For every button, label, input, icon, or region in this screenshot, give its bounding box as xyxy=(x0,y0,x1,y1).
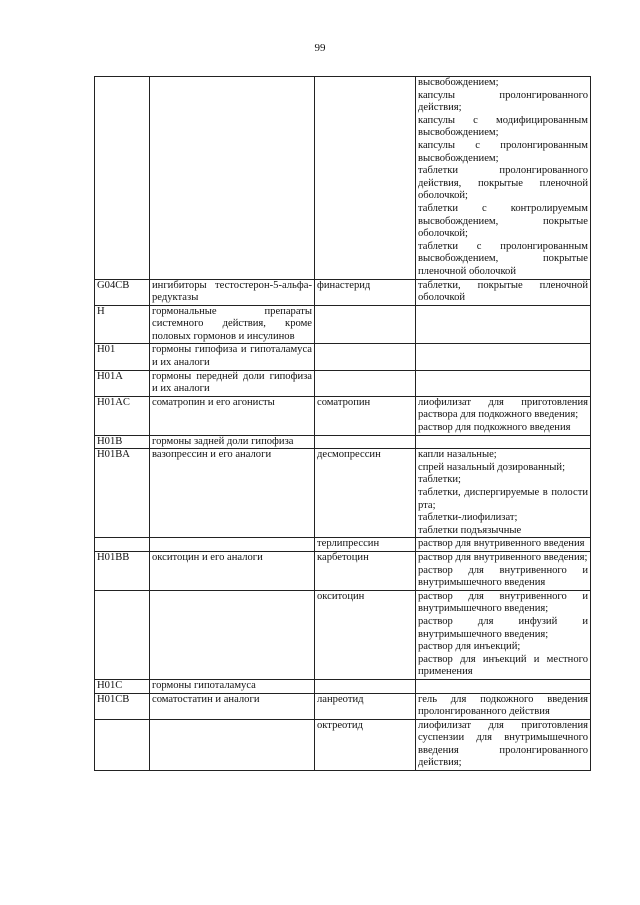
dosage-form: раствор для инъекций; xyxy=(418,641,521,653)
group-name-cell xyxy=(150,590,315,679)
table-row xyxy=(95,590,591,679)
dosage-form: раствор для внутривенного и внутримышечного введения; xyxy=(418,590,588,615)
drug-name-cell xyxy=(315,77,416,280)
drug-name-cell xyxy=(315,435,416,449)
table-row xyxy=(95,551,591,590)
atc-code-cell: H01 xyxy=(95,344,150,370)
atc-code-cell xyxy=(95,77,150,280)
table-row xyxy=(95,538,591,552)
dosage-form: таблетки с контролируемым высвобождением, покрытые оболочкой; xyxy=(418,202,588,240)
dosage-forms-cell xyxy=(416,370,591,396)
group-name-cell: соматропин и его агонисты xyxy=(150,396,315,435)
atc-code-cell: H01AC xyxy=(95,396,150,435)
table-row xyxy=(95,305,591,344)
drug-name-cell: карбетоцин xyxy=(315,551,416,590)
drug-name-cell xyxy=(315,344,416,370)
drug-table xyxy=(94,76,591,771)
atc-code-cell: G04CB xyxy=(95,279,150,305)
group-name-cell: ингибиторы тестостерон-5-альфа-редуктазы xyxy=(150,279,315,305)
dosage-form: раствор для инъекций и местного применения xyxy=(418,653,588,678)
drug-name-cell: терлипрессин xyxy=(315,538,416,552)
dosage-form: раствор для внутривенного введения xyxy=(418,538,585,550)
drug-name-cell: соматропин xyxy=(315,396,416,435)
group-name-cell: гормональные препараты системного действия, кроме половых гормонов и инсулинов xyxy=(150,305,315,344)
dosage-form: лиофилизат для приготовления суспензии для внутримышечного введения пролонгированного действия; xyxy=(418,719,588,769)
atc-code-cell: H xyxy=(95,305,150,344)
dosage-form: раствор для внутривенного и внутримышечного введения xyxy=(418,564,588,589)
table-row xyxy=(95,719,591,770)
dosage-form: таблетки пролонгированного действия, покрытые пленочной оболочкой; xyxy=(418,165,588,202)
group-name-cell: гормоны гипофиза и гипоталамуса и их аналоги xyxy=(150,344,315,370)
dosage-form: гель для подкожного введения пролонгированного действия xyxy=(418,693,588,718)
dosage-forms-cell xyxy=(416,77,591,280)
dosage-forms-cell xyxy=(416,279,591,305)
drug-name-cell: финастерид xyxy=(315,279,416,305)
group-name-cell xyxy=(150,719,315,770)
group-name-cell: гормоны задней доли гипофиза xyxy=(150,435,315,449)
dosage-form: раствор для внутривенного введения; xyxy=(418,551,588,563)
group-name-cell xyxy=(150,77,315,280)
drug-name-cell: десмопрессин xyxy=(315,449,416,538)
drug-name-cell: октреотид xyxy=(315,719,416,770)
dosage-form: лиофилизат для приготовления раствора для подкожного введения; xyxy=(418,396,588,421)
dosage-form: таблетки с пролонгированным высвобождением, покрытые пленочной оболочкой xyxy=(418,240,588,277)
dosage-forms-cell xyxy=(416,344,591,370)
drug-name-cell xyxy=(315,370,416,396)
atc-code-cell: H01CB xyxy=(95,693,150,719)
table-row xyxy=(95,77,591,280)
atc-code-cell: H01A xyxy=(95,370,150,396)
table-row xyxy=(95,449,591,538)
dosage-form: таблетки; xyxy=(418,474,461,486)
group-name-cell: окситоцин и его аналоги xyxy=(150,551,315,590)
drug-name-cell xyxy=(315,305,416,344)
dosage-form: таблетки, диспергируемые в полости рта; xyxy=(418,487,588,511)
dosage-form: раствор для инфузий и внутримышечного введения; xyxy=(418,615,588,640)
dosage-forms-cell xyxy=(416,590,591,679)
table-row xyxy=(95,435,591,449)
atc-code-cell: H01BA xyxy=(95,449,150,538)
table-row xyxy=(95,396,591,435)
dosage-form: капсулы с пролонгированным высвобождением; xyxy=(418,139,588,164)
dosage-form: спрей назальный дозированный; xyxy=(418,461,566,473)
dosage-forms-cell xyxy=(416,435,591,449)
dosage-form: высвобождением; xyxy=(418,77,499,88)
dosage-form: таблетки подъязычные xyxy=(418,524,522,536)
drug-name-cell: ланреотид xyxy=(315,693,416,719)
table-row xyxy=(95,344,591,370)
group-name-cell: гормоны гипоталамуса xyxy=(150,679,315,693)
group-name-cell: соматостатин и аналоги xyxy=(150,693,315,719)
drug-name-cell xyxy=(315,679,416,693)
dosage-form: капли назальные; xyxy=(418,449,497,461)
dosage-form: капсулы с модифицированным высвобождением; xyxy=(418,114,588,139)
dosage-forms-cell xyxy=(416,679,591,693)
page-number: 99 xyxy=(314,42,326,54)
atc-code-cell: H01B xyxy=(95,435,150,449)
table-row xyxy=(95,693,591,719)
dosage-forms-cell xyxy=(416,693,591,719)
atc-code-cell xyxy=(95,719,150,770)
group-name-cell xyxy=(150,538,315,552)
table-row xyxy=(95,679,591,693)
atc-code-cell xyxy=(95,590,150,679)
group-name-cell: гормоны передней доли гипофиза и их аналоги xyxy=(150,370,315,396)
dosage-form: таблетки, покрытые пленочной оболочкой xyxy=(418,279,588,304)
dosage-forms-cell xyxy=(416,538,591,552)
dosage-form: раствор для подкожного введения xyxy=(418,422,571,434)
dosage-forms-cell xyxy=(416,449,591,538)
dosage-forms-cell xyxy=(416,719,591,770)
dosage-form: капсулы пролонгированного действия; xyxy=(418,89,588,114)
dosage-forms-cell xyxy=(416,551,591,590)
group-name-cell: вазопрессин и его аналоги xyxy=(150,449,315,538)
atc-code-cell: H01BB xyxy=(95,551,150,590)
atc-code-cell: H01C xyxy=(95,679,150,693)
table-row xyxy=(95,279,591,305)
atc-code-cell xyxy=(95,538,150,552)
drug-name-cell: окситоцин xyxy=(315,590,416,679)
dosage-form: таблетки-лиофилизат; xyxy=(418,512,518,524)
dosage-forms-cell xyxy=(416,396,591,435)
dosage-forms-cell xyxy=(416,305,591,344)
table-body xyxy=(95,77,591,771)
table-row xyxy=(95,370,591,396)
